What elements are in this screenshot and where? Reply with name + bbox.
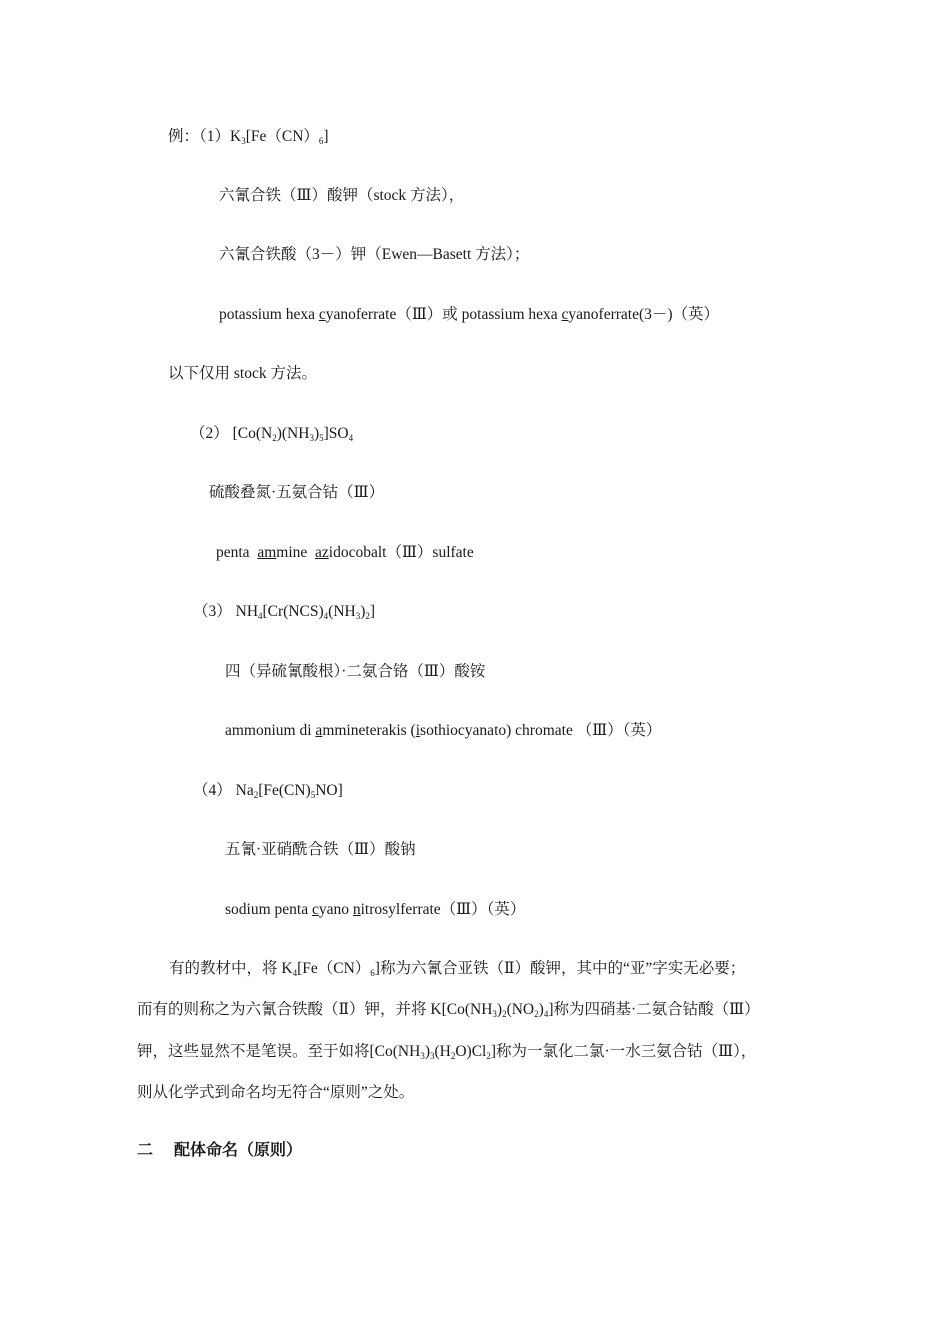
example-4-english-name: sodium penta cyano nitrosylferrate（Ⅲ）（英）: [225, 901, 526, 918]
example-1-english-name: potassium hexa cyanoferrate（Ⅲ）或 potassium hexa cyanoferrate(3－)（英）: [219, 306, 720, 323]
example-3-english-name: ammonium di ammineterakis (isothiocyanato) chromate （Ⅲ）（英）: [225, 722, 662, 739]
example-1-ewen-name: 六氰合铁酸（3－）钾（Ewen—Basett 方法）；: [219, 246, 530, 263]
example-2-english-name: penta ammine azidocobalt（Ⅲ）sulfate: [216, 544, 474, 561]
paragraph-line-2: 而有的则称之为六氰合铁酸（Ⅱ）钾，并将 $K[Co(NH_3)_2(NO_2)_4]$称为四硝基·二氨合钴酸（Ⅲ）: [137, 1001, 760, 1019]
example-4-formula: （4） $Na_2[Fe(CN)_5NO]$: [193, 782, 343, 800]
example-2-formula: （2） $[Co(N_2)(NH_3)_5]SO_4$: [190, 425, 354, 443]
example-3-formula: （3） $NH_4[Cr(NCS)_4(NH_3)_2]$: [193, 603, 376, 621]
example-3-chinese-name: 四（异硫氰酸根）·二氨合铬（Ⅲ）酸铵: [225, 663, 486, 680]
paragraph-line-4: 则从化学式到命名均无符合“原则”之处。: [137, 1084, 415, 1101]
section-heading: [137, 1141, 302, 1161]
example-1-formula: 例：$(1)K_3[Fe(CN)_6]$: [168, 128, 329, 146]
paragraph-line-1: 有的教材中，将 $K_4[Fe(CN)_6]$称为六氰合亚铁（Ⅱ）酸钾，其中的“亚”字实无必要；: [169, 960, 746, 978]
example-1-stock-name: 六氰合铁（Ⅲ）酸钾（stock 方法），: [219, 187, 465, 204]
section-title: 配体命名（原则）: [174, 1142, 303, 1159]
section-number: 二: [137, 1142, 154, 1159]
paragraph-line-3: 钾，这些显然不是笔误。至于如将$[Co(NH_3)_3(H_2O)Cl_2]$称为一氯化二氯·一水三氨合钴（Ⅲ），: [137, 1043, 757, 1061]
example-4-chinese-name: 五氰·亚硝酰合铁（Ⅲ）酸钠: [225, 841, 416, 858]
stock-method-note: 以下仅用 stock 方法。: [168, 365, 317, 382]
example-2-chinese-name: 硫酸叠氮·五氨合钴（Ⅲ）: [209, 484, 385, 501]
